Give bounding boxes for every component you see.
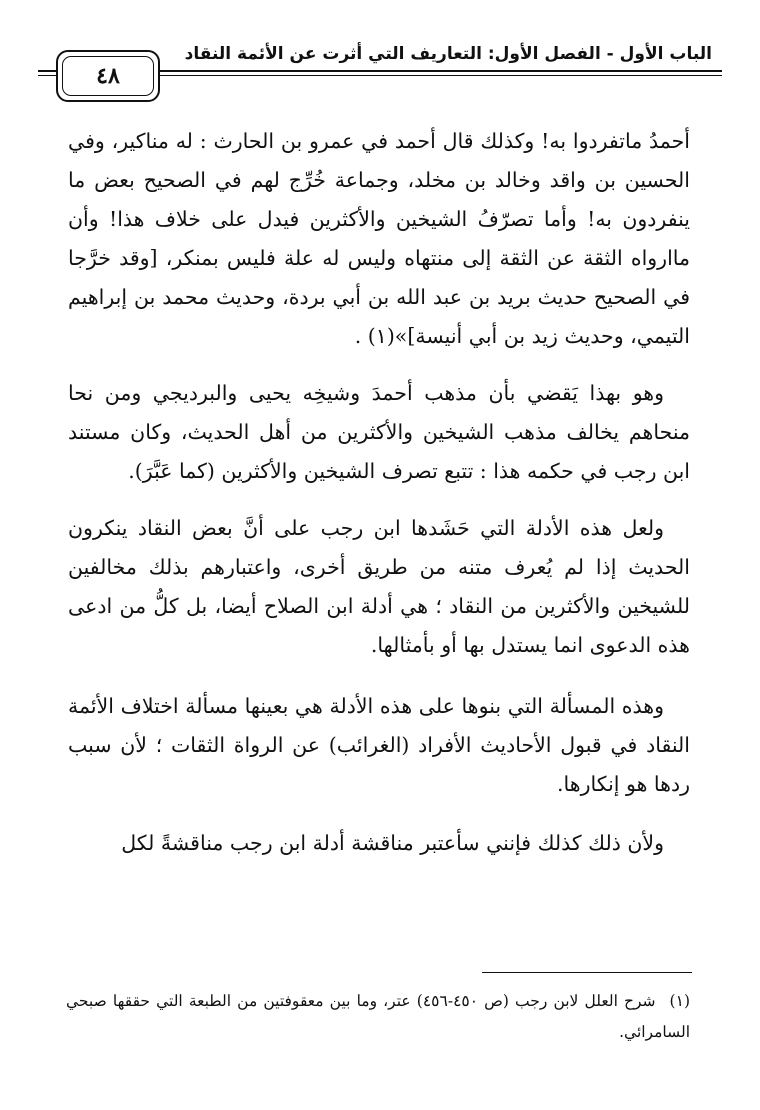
page-number: ٤٨ xyxy=(62,56,154,96)
footnote-text: شرح العلل لابن رجب (ص ٤٥٠-٤٥٦) عتر، وما بين معقوفتين من الطبعة التي حققها صبحي السامرائي. xyxy=(66,992,690,1041)
main-text xyxy=(68,122,690,863)
running-header xyxy=(38,40,722,98)
paragraph-2: وهو بهذا يَقضي بأن مذهب أحمدَ وشيخِه يحيى والبرديجي ومن نحا منحاهم يخالف مذهب الشيخين والأكثرين من أهل الحديث، وكان مستند ابن رجب في حكمه هذا : تتبع تصرف الشيخين والأكثرين (كما عَبَّرَ). xyxy=(68,381,690,483)
paragraph-3: ولعل هذه الأدلة التي حَشَدها ابن رجب على أنَّ بعض النقاد ينكرون الحديث إذا لم يُعرف متنه من طريق أخرى، واعتبارهم بذلك مخالفين للشيخين والأكثرين من النقاد ؛ هي أدلة ابن الصلاح أيضا، بل كلُّ من ادعى هذه الدعوى انما يستدل بها أو بأمثالها. xyxy=(68,516,690,657)
paragraph-1: أحمدُ ماتفردوا به! وكذلك قال أحمد في عمرو بن الحارث : له مناكير، وفي الحسين بن واقد وخالد بن مخلد، وجماعة خُرِّج لهم في الصحيح بعض ما ينفردون به! وأما تصرّفُ الشيخين والأكثرين فيدل على خلاف هذا! وأن ماارواه الثقة عن الثقة إلى منتهاه وليس له علة فليس بمنكر، [وقد خرَّجا في الصحيح حديث بريد بن عبد الله بن أبي بردة، وحديث محمد بن إبراهيم التيمي، وحديث زيد بن أبي أنيسة]»(١) . xyxy=(68,129,690,348)
footnote-marker: (١) xyxy=(669,992,690,1010)
paragraph-5: ولأن ذلك كذلك فإنني سأعتبر مناقشة أدلة ابن رجب مناقشةً لكل xyxy=(121,831,664,855)
running-header-title: الباب الأول - الفصل الأول: التعاريف التي أثرت عن الأئمة النقاد xyxy=(184,44,712,64)
footnote xyxy=(66,986,690,1048)
footnote-separator xyxy=(482,972,692,973)
paragraph-4: وهذه المسألة التي بنوها على هذه الأدلة هي بعينها مسألة اختلاف الأئمة النقاد في قبول الأحاديث الأفراد (الغرائب) عن الرواة الثقات ؛ لأن سبب ردها هو إنكارها. xyxy=(68,694,690,796)
page-number-frame xyxy=(56,50,160,102)
